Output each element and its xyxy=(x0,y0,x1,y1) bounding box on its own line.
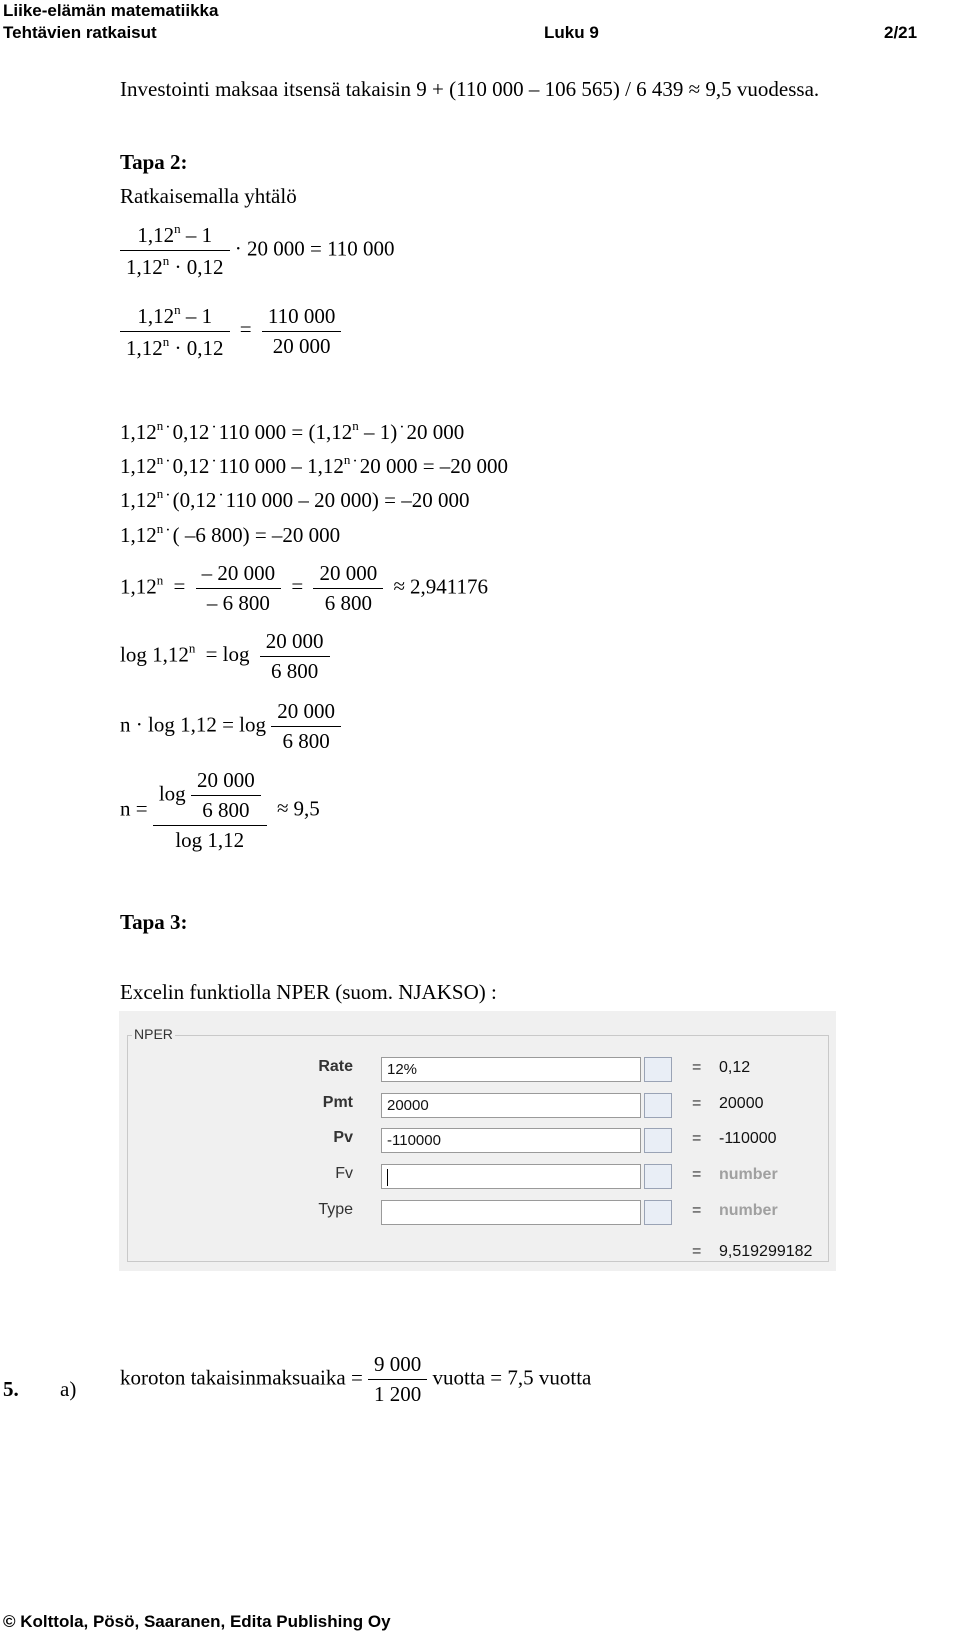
pv-collapse-button[interactable] xyxy=(644,1128,672,1153)
equation-2: $\frac{1,12^n - 1}{1,12^n \cdot 0,12}$ = $\frac{110 000}{20 000}$ xyxy=(120,302,341,361)
fv-label: Fv xyxy=(335,1165,353,1182)
task-number: 5. xyxy=(3,1377,19,1401)
type-result: number xyxy=(719,1202,778,1219)
tapa3-heading: Tapa 3: xyxy=(120,910,188,934)
chapter-label: Luku 9 xyxy=(544,23,599,42)
rate-result: 0,12 xyxy=(719,1059,751,1076)
nper-dialog xyxy=(119,1011,836,1271)
equation-line-1: 1,12$^n$ ·0,12 ·110 $000 = (1,12^n - 1)$ ·20 000 xyxy=(120,418,465,444)
pv-input[interactable]: -110000 xyxy=(381,1128,641,1153)
equation-6: n = log $\frac{20 000}{6 800}$ log 1,12 ≈ 9,5 xyxy=(120,768,320,852)
doc-subtitle: Tehtävien ratkaisut xyxy=(3,23,157,42)
fraction: $\frac{20 000}{6 800}$ xyxy=(271,699,341,754)
equation-line-4: 1,12$^n$ ·( –6 800) = –20 000 xyxy=(120,521,341,547)
final-result: 9,519299182 xyxy=(719,1243,813,1260)
rate-input[interactable]: 12% xyxy=(381,1057,641,1082)
type-collapse-button[interactable] xyxy=(644,1200,672,1225)
equation-line-3: 1,12$^n$ ·(0,12 ·110 000 – 20 000) = –20 000 xyxy=(120,486,470,512)
task5-equation: koroton takaisinmaksuaika = $\frac{9 000}{1 200}$ vuotta = 7,5 vuotta xyxy=(120,1352,592,1406)
nper-title: NPER xyxy=(134,1026,173,1042)
doc-title: Liike-elämän matematiikka xyxy=(3,1,219,20)
equation-line-2: 1,12$^n$ ·0,12 ·110 000 – 1,12$^n$ ·20 000 = –20 000 xyxy=(120,452,509,478)
copyright-footer: © Kolttola, Pösö, Saaranen, Edita Publishing Oy xyxy=(3,1612,391,1631)
pmt-equals: = xyxy=(692,1095,702,1112)
fraction: $\frac{1,12^n - 1}{1,12^n \cdot 0,12}$ xyxy=(120,302,230,361)
equation-3: 1,12$^n$ = $\frac{- 20 000}{- 6 800}$ = $\frac{20 000}{6 800}$ ≈ 2,941176 xyxy=(120,561,488,615)
pv-result: -110000 xyxy=(719,1130,777,1147)
fraction: $\frac{20 000}{6 800}$ xyxy=(260,629,330,684)
pv-label: Pv xyxy=(333,1129,353,1146)
rate-collapse-button[interactable] xyxy=(644,1057,672,1082)
fv-input[interactable] xyxy=(381,1164,641,1189)
equation-5: n · log 1,12 = log $\frac{20 000}{6 800}$ xyxy=(120,699,341,754)
fraction: log $\frac{20 000}{6 800}$ log 1,12 xyxy=(153,768,267,853)
fv-equals: = xyxy=(692,1166,702,1183)
tapa2-text: Ratkaisemalla yhtälö xyxy=(120,184,297,208)
pmt-input[interactable]: 20000 xyxy=(381,1093,641,1118)
tapa2-heading: Tapa 2: xyxy=(120,150,188,174)
fraction: $\frac{20 000}{6 800}$ xyxy=(313,561,383,616)
type-label: Type xyxy=(318,1201,353,1218)
pv-equals: = xyxy=(692,1130,702,1147)
type-input[interactable] xyxy=(381,1200,641,1225)
fv-result: number xyxy=(719,1166,778,1183)
fv-collapse-button[interactable] xyxy=(644,1164,672,1189)
rate-equals: = xyxy=(692,1059,702,1076)
task-part: a) xyxy=(60,1377,77,1401)
fraction: $\frac{- 20 000}{- 6 800}$ xyxy=(196,561,282,616)
fraction: $\frac{110 000}{20 000}$ xyxy=(262,304,341,359)
page-number: 2/21 xyxy=(884,23,918,42)
intro-sentence: Investointi maksaa itsensä takaisin 9 + (110 000 – 106 565) / 6 439 ≈ 9,5 vuodessa. xyxy=(120,77,820,101)
tapa3-text: Excelin funktiolla NPER (suom. NJAKSO) : xyxy=(120,980,497,1004)
type-equals: = xyxy=(692,1202,702,1219)
rate-label: Rate xyxy=(318,1058,353,1075)
final-equals: = xyxy=(692,1243,702,1260)
pmt-collapse-button[interactable] xyxy=(644,1093,672,1118)
fraction: $\frac{9 000}{1 200}$ xyxy=(368,1352,427,1407)
fraction: $\frac{1,12^n - 1}{1,12^n \cdot 0,12}$ xyxy=(120,221,230,280)
equation-4: log 1,12$^n$ = log $\frac{20 000}{6 800}$ xyxy=(120,629,330,684)
equation-1 xyxy=(120,221,395,280)
equation-rest: · 20 000 = 110 000 xyxy=(234,236,395,261)
text-cursor xyxy=(387,1169,388,1186)
pmt-label: Pmt xyxy=(322,1094,353,1111)
pmt-result: 20000 xyxy=(719,1095,764,1112)
